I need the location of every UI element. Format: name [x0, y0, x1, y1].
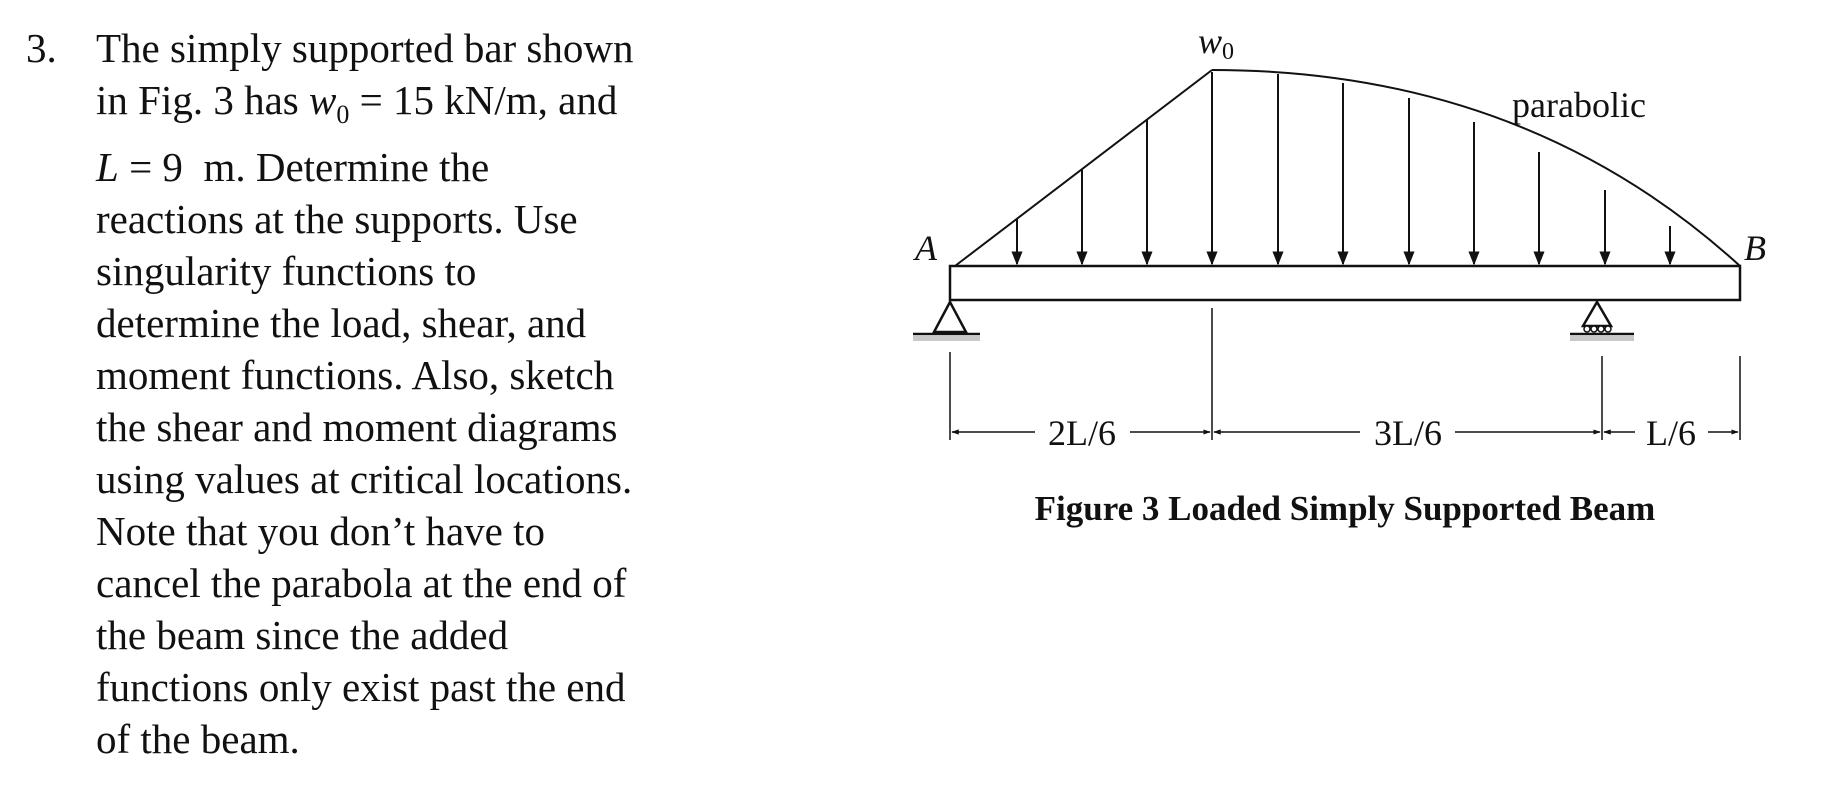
w0-subscript: 0 [336, 100, 350, 130]
problem-line-6: determine the load, shear, and [96, 300, 587, 347]
pin-support-a [913, 302, 980, 341]
dim-label-3L6: 3L/6 [1374, 413, 1442, 453]
parabolic-label: parabolic [1512, 85, 1646, 125]
problem-line-8: the shear and moment diagrams [96, 404, 618, 451]
problem-number: 3. [26, 25, 57, 71]
L-symbol: L [96, 144, 119, 191]
figure-caption: Figure 3 Loaded Simply Supported Beam [1034, 489, 1656, 528]
problem-line-1: The simply supported bar shown [96, 25, 634, 71]
problem-line-9: using values at critical locations. [96, 456, 633, 503]
L-value: = 9 [129, 144, 183, 191]
problem-line-4: reactions at the supports. Use [96, 196, 578, 243]
problem-line-12: the beam since the added [96, 612, 509, 659]
load-ramp-line [955, 70, 1212, 266]
problem-line-3-text: m. Determine the [203, 144, 490, 191]
beam [950, 266, 1740, 300]
problem-line-2-text: in Fig. 3 has [96, 77, 299, 123]
problem-line-5: singularity functions to [96, 248, 477, 295]
w0-value: = 15 kN/m, and [359, 77, 618, 123]
w0-symbol: w [309, 77, 337, 123]
load-intensity-label: w0 [1198, 21, 1235, 65]
load-parabola-curve [1212, 70, 1740, 266]
roller-support [1570, 302, 1634, 341]
problem-line-13: functions only exist past the end [96, 664, 626, 711]
dim-label-2L6: 2L/6 [1048, 413, 1116, 453]
dim-label-L6: L/6 [1646, 413, 1696, 453]
problem-line-10: Note that you don’t have to [96, 508, 546, 555]
problem-line-11: cancel the parabola at the end of [96, 560, 627, 607]
support-a-label: A [915, 228, 937, 268]
problem-line-7: moment functions. Also, sketch [96, 352, 615, 399]
problem-line-14: of the beam. [96, 716, 300, 763]
support-b-label: B [1744, 228, 1766, 268]
